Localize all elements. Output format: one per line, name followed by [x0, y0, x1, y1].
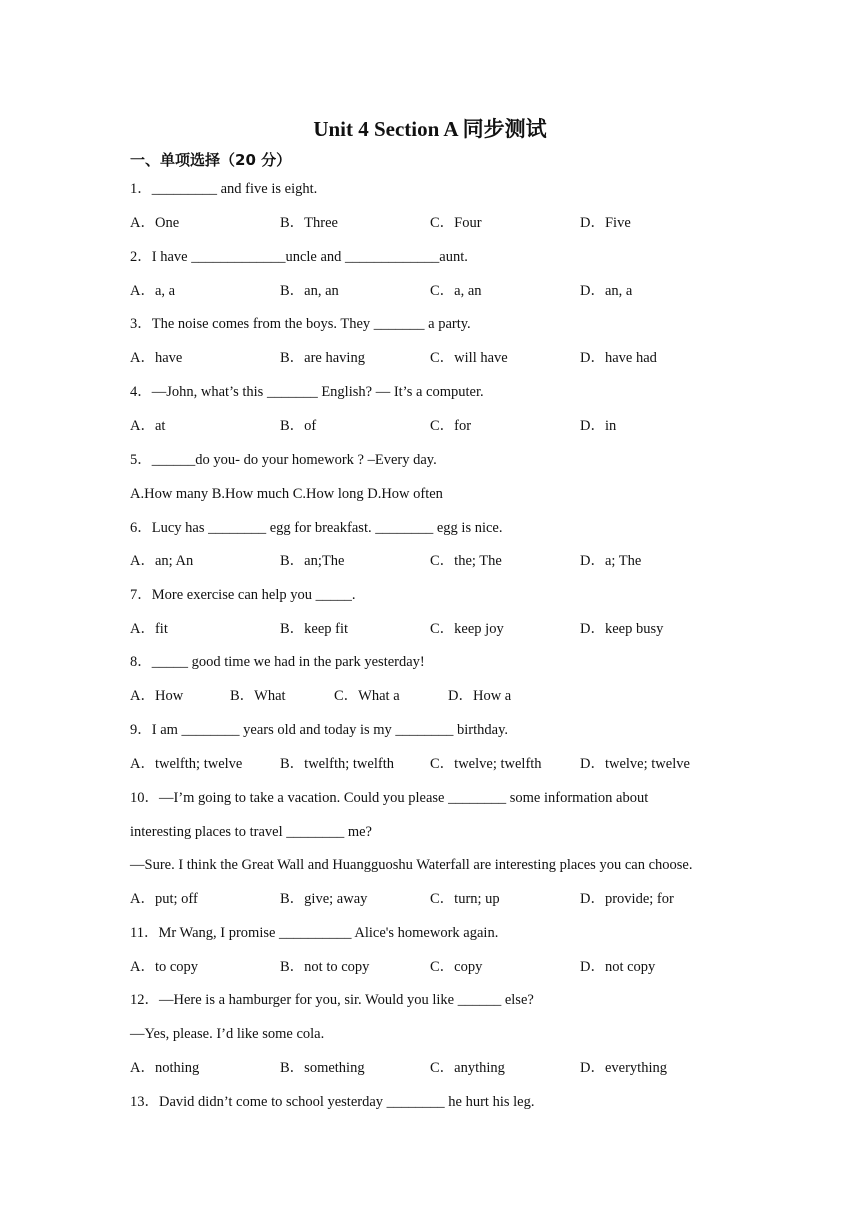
question-7-options: [130, 619, 770, 639]
question-8-options: [130, 686, 770, 706]
option-a: A．to copy: [130, 959, 199, 975]
option-b: B．an, an: [280, 283, 339, 299]
option-d: D．in: [580, 418, 617, 434]
question-10-stem-line-2: interesting places to travel ________ me?: [130, 824, 372, 840]
question-6-options: [130, 551, 770, 571]
question-10-options: [130, 889, 770, 909]
option-c: C．the; The: [430, 553, 502, 569]
option-d: D．twelve; twelve: [580, 756, 690, 772]
option-c: C．turn; up: [430, 891, 500, 907]
question-7-stem: 7．More exercise can help you _____.: [130, 587, 356, 603]
question-4-options: [130, 416, 770, 436]
option-d: D．Five: [580, 215, 631, 231]
option-b: B．an;The: [280, 553, 345, 569]
question-1-stem: 1．_________ and five is eight.: [130, 181, 318, 197]
option-b: B．Three: [280, 215, 338, 231]
option-c: C．keep joy: [430, 621, 504, 637]
option-a: A．have: [130, 350, 183, 366]
option-a: A．put; off: [130, 891, 198, 907]
option-b: B．twelfth; twelfth: [280, 756, 394, 772]
option-a: A．twelfth; twelve: [130, 756, 243, 772]
option-c: C．anything: [430, 1060, 505, 1076]
question-12-stem-line-1: 12．—Here is a hamburger for you, sir. Would you like ______ else?: [130, 992, 534, 1008]
option-c: C．What a: [334, 688, 400, 704]
option-a: A．How: [130, 688, 184, 704]
option-b: B．give; away: [280, 891, 368, 907]
question-2-options: [130, 281, 770, 301]
page-title: Unit 4 Section A 同步测试: [313, 117, 547, 141]
option-d: D．not copy: [580, 959, 656, 975]
option-c: C．will have: [430, 350, 508, 366]
option-b: B．are having: [280, 350, 365, 366]
question-2-stem: 2．I have _____________uncle and _____________aunt.: [130, 249, 468, 265]
question-9-options: [130, 754, 770, 774]
question-5-options: A.How many B.How much C.How long D.How often: [130, 486, 443, 502]
question-5-stem: 5．______do you- do your homework ? –Every day.: [130, 452, 437, 468]
option-d: D．provide; for: [580, 891, 674, 907]
option-b: B．What: [230, 688, 286, 704]
question-12-options: [130, 1058, 770, 1078]
question-13-stem: 13．David didn’t come to school yesterday ________ he hurt his leg.: [130, 1094, 535, 1110]
option-b: B．keep fit: [280, 621, 349, 637]
option-c: C．twelve; twelfth: [430, 756, 542, 772]
question-12-stem-line-2: —Yes, please. I’d like some cola.: [130, 1026, 325, 1042]
option-c: C．copy: [430, 959, 483, 975]
question-9-stem: 9．I am ________ years old and today is my ________ birthday.: [130, 722, 509, 738]
option-b: B．not to copy: [280, 959, 370, 975]
option-c: C．a, an: [430, 283, 482, 299]
option-c: C．for: [430, 418, 472, 434]
option-a: A．an; An: [130, 553, 194, 569]
question-3-stem: 3．The noise comes from the boys. They _______ a party.: [130, 316, 471, 332]
question-3-options: [130, 348, 770, 368]
option-d: D．have had: [580, 350, 657, 366]
question-11-stem: 11．Mr Wang, I promise __________ Alice's homework again.: [130, 925, 499, 941]
question-10-stem-line-1: 10．—I’m going to take a vacation. Could you please ________ some information about: [130, 790, 649, 806]
option-b: B．of: [280, 418, 317, 434]
option-a: A．fit: [130, 621, 168, 637]
option-a: A．One: [130, 215, 180, 231]
option-d: D．How a: [448, 688, 512, 704]
section-heading: 一、单项选择（20 分）: [130, 151, 292, 169]
question-10-stem-line-3: —Sure. I think the Great Wall and Huangguoshu Waterfall are interesting places you can choose.: [130, 857, 693, 873]
question-4-stem: 4．—John, what’s this _______ English? — It’s a computer.: [130, 384, 484, 400]
option-a: A．nothing: [130, 1060, 200, 1076]
question-1-options: [130, 213, 770, 233]
question-11-options: [130, 957, 770, 977]
option-d: D．keep busy: [580, 621, 664, 637]
option-b: B．something: [280, 1060, 365, 1076]
option-a: A．at: [130, 418, 166, 434]
option-d: D．a; The: [580, 553, 642, 569]
option-a: A．a, a: [130, 283, 176, 299]
option-d: D．an, a: [580, 283, 633, 299]
option-c: C．Four: [430, 215, 482, 231]
option-d: D．everything: [580, 1060, 667, 1076]
question-8-stem: 8．_____ good time we had in the park yesterday!: [130, 654, 425, 670]
question-6-stem: 6．Lucy has ________ egg for breakfast. ________ egg is nice.: [130, 520, 503, 536]
